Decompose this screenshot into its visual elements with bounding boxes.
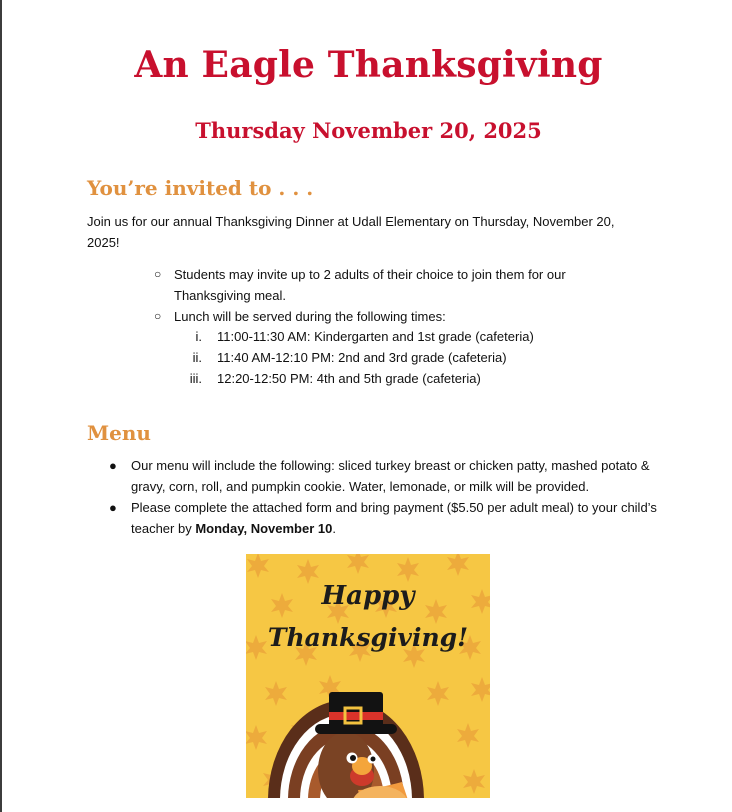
hollow-bullet-icon: ○ <box>154 267 162 281</box>
roman-numeral: iii. <box>189 371 202 386</box>
invite-paragraph: Join us for our annual Thanksgiving Dinner at Udall Elementary on Thursday, November 20, 2025! <box>87 214 615 250</box>
roman-numeral: ii. <box>192 350 202 365</box>
list-item <box>192 347 637 368</box>
greeting-line-2: Thanksgiving! <box>267 623 469 652</box>
turkey-illustration <box>246 554 490 798</box>
roman-numeral: i. <box>195 329 202 344</box>
menu-bullet-2-text: Please complete the attached form and bring payment ($5.50 per adult meal) to your child’s teacher by <box>131 500 657 536</box>
event-date: Thursday November 20, 2025 <box>195 118 542 143</box>
menu-heading: Menu <box>87 421 151 445</box>
menu-bullet-1: Our menu will include the following: sliced turkey breast or chicken patty, mashed potato & gravy, corn, roll, and pumpkin cookie. Water, lemonade, or milk will be provided. <box>131 458 650 494</box>
menu-bullet-2-end: . <box>332 521 336 536</box>
list-item <box>109 455 661 497</box>
lunch-time-text: 11:40 AM-12:10 PM: 2nd and 3rd grade (cafeteria) <box>217 350 507 365</box>
list-item <box>154 264 594 306</box>
invite-bullet-list <box>154 264 594 327</box>
hollow-bullet-icon: ○ <box>154 309 162 323</box>
filled-bullet-icon: ● <box>109 500 117 515</box>
invite-bullet-2: Lunch will be served during the following times: <box>174 309 446 324</box>
list-item <box>109 497 661 539</box>
greeting-line-1: Happy <box>321 581 415 611</box>
list-item <box>189 368 637 389</box>
lunch-time-text: 12:20-12:50 PM: 4th and 5th grade (cafeteria) <box>217 371 481 386</box>
invite-heading: You’re invited to . . . <box>87 176 314 200</box>
deadline-date: Monday, November 10 <box>195 521 333 536</box>
list-item <box>154 306 594 327</box>
lunch-times-list <box>189 326 637 389</box>
lunch-time-text: 11:00-11:30 AM: Kindergarten and 1st grade (cafeteria) <box>217 329 534 344</box>
invite-bullet-1: Students may invite up to 2 adults of their choice to join them for our Thanksgiving meal. <box>174 267 566 303</box>
happy-thanksgiving-image <box>246 554 490 798</box>
list-item <box>195 326 637 347</box>
filled-bullet-icon: ● <box>109 458 117 473</box>
page-title: An Eagle Thanksgiving <box>134 44 603 86</box>
menu-bullet-list <box>109 455 661 539</box>
